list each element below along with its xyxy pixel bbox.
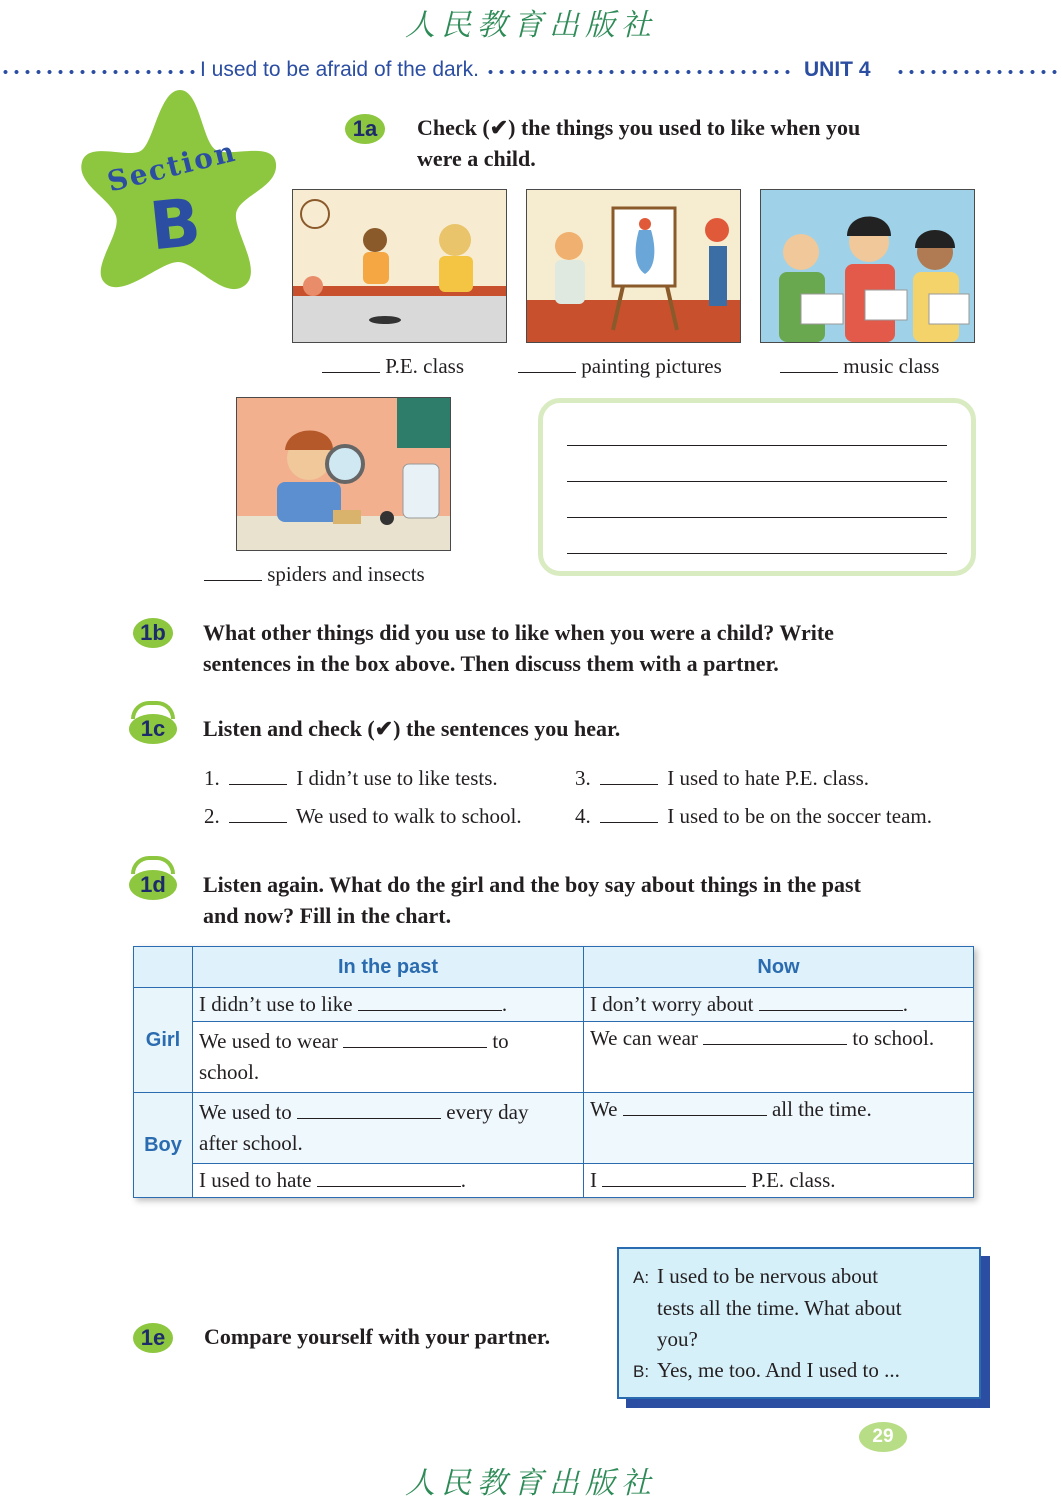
badge-1b: 1b — [133, 618, 173, 648]
instruction-1c: Listen and check (✔) the sentences you hear. — [203, 716, 621, 741]
check-blank-sentence-4[interactable] — [600, 804, 658, 823]
past-now-chart — [133, 946, 974, 1198]
dialog-line-b — [633, 1355, 967, 1387]
sentence-3-num: 3. — [575, 766, 591, 790]
spiders-insects-picture — [236, 397, 451, 551]
writing-line[interactable] — [567, 553, 947, 554]
instruction-1b-line1: What other things did you use to like when you were a child? Write — [203, 620, 834, 645]
cell-text: . — [501, 992, 508, 1016]
cell-text: We used to wear — [199, 1029, 338, 1053]
chart-cell — [193, 988, 584, 1022]
sentence-2 — [204, 804, 522, 829]
caption-painting-text: painting pictures — [581, 354, 722, 378]
fill-blank[interactable] — [317, 1168, 461, 1187]
writing-box[interactable] — [538, 398, 976, 576]
check-blank-spiders[interactable] — [204, 562, 262, 581]
check-blank-pe-class[interactable] — [322, 354, 380, 373]
speaker-b: B: — [633, 1362, 650, 1381]
caption-pe-class-text: P.E. class — [385, 354, 464, 378]
dialog-text: tests all the time. What about — [657, 1296, 902, 1320]
chart-cell — [584, 988, 974, 1022]
dialog-line-a — [633, 1261, 967, 1355]
writing-line[interactable] — [567, 445, 947, 446]
fill-blank[interactable] — [343, 1029, 487, 1048]
chart-cell — [584, 1164, 974, 1198]
fill-blank[interactable] — [759, 992, 903, 1011]
cell-text: every day — [446, 1100, 529, 1124]
cell-text: I — [590, 1168, 597, 1192]
dialog-text: Yes, me too. And I used to ... — [657, 1358, 900, 1382]
sentence-1 — [204, 766, 498, 791]
writing-line[interactable] — [567, 517, 947, 518]
caption-spiders-text: spiders and insects — [267, 562, 425, 586]
cell-text: to school. — [852, 1026, 935, 1050]
dialog-box — [617, 1247, 981, 1399]
chart-cell — [584, 1022, 974, 1093]
instruction-1a-line1: Check (✔) the things you used to like when you — [417, 115, 861, 140]
badge-1d: 1d — [129, 870, 177, 900]
cell-text: We used to — [199, 1100, 292, 1124]
fill-blank[interactable] — [602, 1168, 746, 1187]
cell-text: I used to hate — [199, 1168, 312, 1192]
instruction-1b-line2: sentences in the box above. Then discuss them with a partner. — [203, 651, 779, 676]
cell-text: after school. — [199, 1131, 303, 1155]
section-word: Section — [103, 134, 240, 199]
header-dots-left — [0, 69, 196, 75]
check-blank-sentence-1[interactable] — [229, 766, 287, 785]
header-dots-middle — [485, 69, 793, 75]
cell-text: I don’t worry about — [590, 992, 754, 1016]
check-blank-sentence-2[interactable] — [229, 804, 287, 823]
publisher-logo-bottom: 人民教育出版社 — [405, 1467, 657, 1500]
chart-cell — [584, 1093, 974, 1164]
sentence-4-num: 4. — [575, 804, 591, 828]
dialog-text: I used to be nervous about — [657, 1264, 879, 1288]
check-blank-music-class[interactable] — [780, 354, 838, 373]
instruction-1d-line1: Listen again. What do the girl and the boy say about things in the past — [203, 872, 861, 897]
sentence-3 — [575, 766, 869, 791]
sentence-1-num: 1. — [204, 766, 220, 790]
fill-blank[interactable] — [358, 992, 502, 1011]
cell-text: to — [492, 1029, 509, 1053]
painting-picture — [526, 189, 741, 343]
section-letter: B — [146, 183, 205, 266]
chart-header-past: In the past — [193, 947, 584, 988]
page-number: 29 — [859, 1422, 907, 1452]
instruction-1a-line2: were a child. — [417, 146, 536, 171]
pe-class-picture — [292, 189, 507, 343]
cell-text: P.E. class. — [751, 1168, 836, 1192]
instruction-1d — [203, 869, 861, 931]
chart-header-now: Now — [584, 947, 974, 988]
sentence-4-text: I used to be on the soccer team. — [667, 804, 932, 828]
unit-title: I used to be afraid of the dark. — [200, 58, 480, 81]
sentence-4 — [575, 804, 932, 829]
chart-cell — [193, 1022, 584, 1093]
sentence-3-text: I used to hate P.E. class. — [667, 766, 870, 790]
chart-cell — [193, 1164, 584, 1198]
sentence-1-text: I didn’t use to like tests. — [296, 766, 498, 790]
caption-music-class-text: music class — [843, 354, 940, 378]
fill-blank[interactable] — [623, 1097, 767, 1116]
section-star — [78, 84, 278, 296]
chart-row-boy: Boy — [134, 1093, 193, 1198]
caption-painting — [518, 354, 722, 379]
badge-1e: 1e — [133, 1323, 173, 1353]
instruction-1b — [203, 617, 834, 679]
chart-corner — [134, 947, 193, 988]
publisher-logo-top: 人民教育出版社 — [405, 9, 657, 42]
instruction-1a — [417, 112, 860, 174]
cell-text: . — [902, 992, 908, 1016]
cell-text: school. — [199, 1060, 260, 1084]
sentence-2-text: We used to walk to school. — [295, 804, 522, 828]
instruction-1e: Compare yourself with your partner. — [204, 1324, 551, 1349]
unit-label: UNIT 4 — [804, 58, 871, 81]
cell-text: We can wear — [590, 1026, 698, 1050]
badge-1c: 1c — [129, 714, 177, 744]
caption-spiders — [204, 562, 425, 587]
chart-cell — [193, 1093, 584, 1164]
speaker-a: A: — [633, 1268, 650, 1287]
dialog-text: you? — [657, 1327, 698, 1351]
cell-text: . — [460, 1168, 467, 1192]
cell-text: I didn’t use to like — [199, 992, 353, 1016]
cell-text: all the time. — [771, 1097, 872, 1121]
instruction-1d-line2: and now? Fill in the chart. — [203, 903, 452, 928]
sentence-2-num: 2. — [204, 804, 220, 828]
header-dots-right — [895, 69, 1062, 75]
caption-pe-class — [322, 354, 464, 379]
check-blank-sentence-3[interactable] — [600, 766, 658, 785]
badge-1a: 1a — [345, 114, 385, 144]
check-blank-painting[interactable] — [518, 354, 576, 373]
writing-line[interactable] — [567, 481, 947, 482]
music-class-picture — [760, 189, 975, 343]
fill-blank[interactable] — [703, 1026, 847, 1045]
chart-row-girl: Girl — [134, 988, 193, 1093]
fill-blank[interactable] — [297, 1100, 441, 1119]
cell-text: We — [590, 1097, 618, 1121]
caption-music-class — [780, 354, 939, 379]
